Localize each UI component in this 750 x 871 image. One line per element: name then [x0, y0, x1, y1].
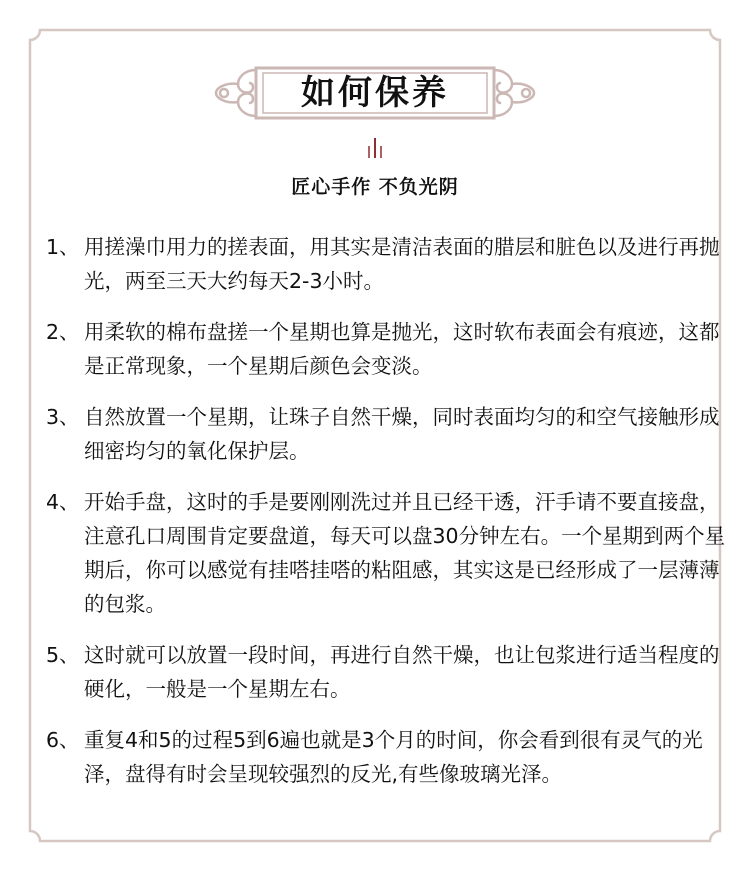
- care-step: [46, 315, 726, 383]
- step-text: 用柔软的棉布盘搓一个星期也算是抛光，这时软布表面会有痕迹，这都是正常现象，一个星期后颜色会变淡。: [84, 320, 720, 378]
- title-badge: [208, 62, 542, 124]
- step-number: 4、: [46, 490, 80, 514]
- step-text: 用搓澡巾用力的搓表面，用其实是清洁表面的腊层和脏色以及进行再抛光，两至三天大约每天2-3小时。: [84, 235, 720, 293]
- subtitle: 匠心手作 不负光阴: [291, 176, 459, 198]
- step-text: 这时就可以放置一段时间，再进行自然干燥，也让包浆进行适当程度的硬化，一般是一个星期左右。: [84, 643, 720, 701]
- step-number: 5、: [46, 643, 80, 667]
- divider-ornament-icon: [365, 138, 385, 158]
- care-step: [46, 230, 726, 298]
- step-number: 6、: [46, 728, 80, 752]
- care-step: [46, 638, 726, 706]
- step-number: 1、: [46, 235, 80, 259]
- step-number: 2、: [46, 320, 80, 344]
- step-number: 3、: [46, 405, 80, 429]
- care-step: [46, 723, 726, 791]
- page-title: 如何保养: [301, 73, 449, 113]
- step-text: 重复4和5的过程5到6遍也就是3个月的时间，你会看到很有灵气的光泽，盘得有时会呈现较强烈的反光,有些像玻璃光泽。: [84, 728, 703, 786]
- step-text: 开始手盘，这时的手是要刚刚洗过并且已经干透，汗手请不要直接盘，注意孔口周围肯定要盘道，每天可以盘30分钟左右。一个星期到两个星期后，你可以感觉有挂嗒挂嗒的粘阻感，其实这是已经形成了一层薄薄的包浆。: [84, 490, 726, 616]
- care-steps-list: [46, 230, 726, 808]
- care-step: [46, 485, 726, 621]
- step-text: 自然放置一个星期，让珠子自然干燥，同时表面均匀的和空气接触形成细密均匀的氧化保护层。: [84, 405, 720, 463]
- care-step: [46, 400, 726, 468]
